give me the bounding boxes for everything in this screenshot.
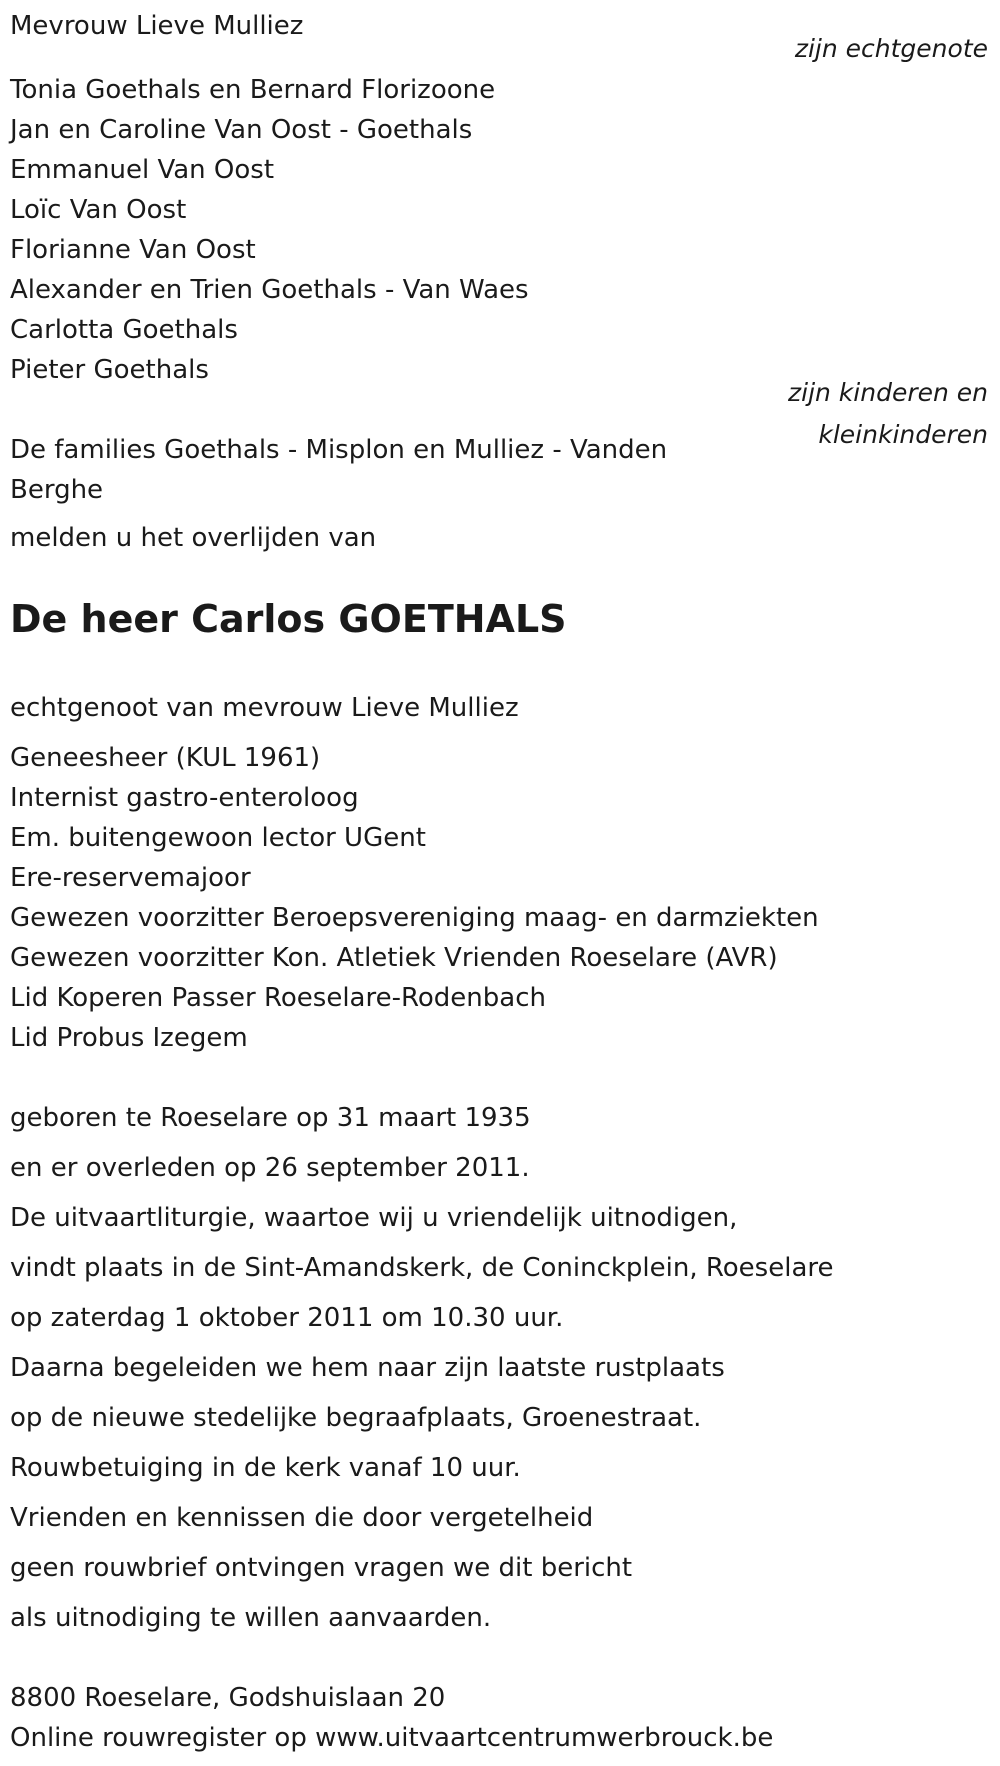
list-item: Tonia Goethals en Bernard Florizoone <box>10 75 496 105</box>
children-role-line1: zijn kinderen en <box>788 378 988 407</box>
spouse-of-text: echtgenoot van mevrouw Lieve Mulliez <box>10 693 519 723</box>
list-item: Emmanuel Van Oost <box>10 155 275 185</box>
title-item: Lid Probus Izegem <box>10 1023 248 1053</box>
spouse-name: Mevrouw Lieve Mulliez <box>10 11 304 41</box>
detail-line: geboren te Roeselare op 31 maart 1935 <box>10 1103 531 1133</box>
spouse-role: zijn echtgenote <box>794 34 988 63</box>
list-item: Florianne Van Oost <box>10 235 256 265</box>
detail-line: Rouwbetuiging in de kerk vanaf 10 uur. <box>10 1453 521 1483</box>
title-item: Gewezen voorzitter Beroepsvereniging maag- en darmziekten <box>10 903 819 933</box>
children-role <box>788 372 988 456</box>
detail-line: Vrienden en kennissen die door vergetelheid <box>10 1503 594 1533</box>
title-item: Geneesheer (KUL 1961) <box>10 743 321 773</box>
title-item: Internist gastro-enteroloog <box>10 783 359 813</box>
address: 8800 Roeselare, Godshuislaan 20 <box>10 1683 446 1713</box>
online-register-link[interactable]: Online rouwregister op www.uitvaartcentrumwerbrouck.be <box>10 1723 774 1753</box>
list-item: Pieter Goethals <box>10 355 209 385</box>
list-item: Alexander en Trien Goethals - Van Waes <box>10 275 529 305</box>
detail-line: als uitnodiging te willen aanvaarden. <box>10 1603 492 1633</box>
children-role-line2: kleinkinderen <box>818 420 988 449</box>
title-item: Lid Koperen Passer Roeselare-Rodenbach <box>10 983 546 1013</box>
families-line1: De families Goethals - Misplon en Mulliez - Vanden <box>10 435 668 465</box>
title-item: Ere-reservemajoor <box>10 863 251 893</box>
detail-line: op de nieuwe stedelijke begraafplaats, Groenestraat. <box>10 1403 702 1433</box>
title-item: Gewezen voorzitter Kon. Atletiek Vrienden Roeselare (AVR) <box>10 943 778 973</box>
list-item: Carlotta Goethals <box>10 315 238 345</box>
detail-line: De uitvaartliturgie, waartoe wij u vriendelijk uitnodigen, <box>10 1203 738 1233</box>
detail-line: vindt plaats in de Sint-Amandskerk, de Coninckplein, Roeselare <box>10 1253 834 1283</box>
detail-line: op zaterdag 1 oktober 2011 om 10.30 uur. <box>10 1303 564 1333</box>
detail-line: Daarna begeleiden we hem naar zijn laatste rustplaats <box>10 1353 725 1383</box>
announce-text: melden u het overlijden van <box>10 523 377 553</box>
list-item: Loïc Van Oost <box>10 195 187 225</box>
detail-line: geen rouwbrief ontvingen vragen we dit bericht <box>10 1553 633 1583</box>
families-line2: Berghe <box>10 475 104 505</box>
detail-line: en er overleden op 26 september 2011. <box>10 1153 530 1183</box>
title-item: Em. buitengewoon lector UGent <box>10 823 426 853</box>
deceased-name: De heer Carlos GOETHALS <box>10 597 567 641</box>
list-item: Jan en Caroline Van Oost - Goethals <box>10 115 473 145</box>
